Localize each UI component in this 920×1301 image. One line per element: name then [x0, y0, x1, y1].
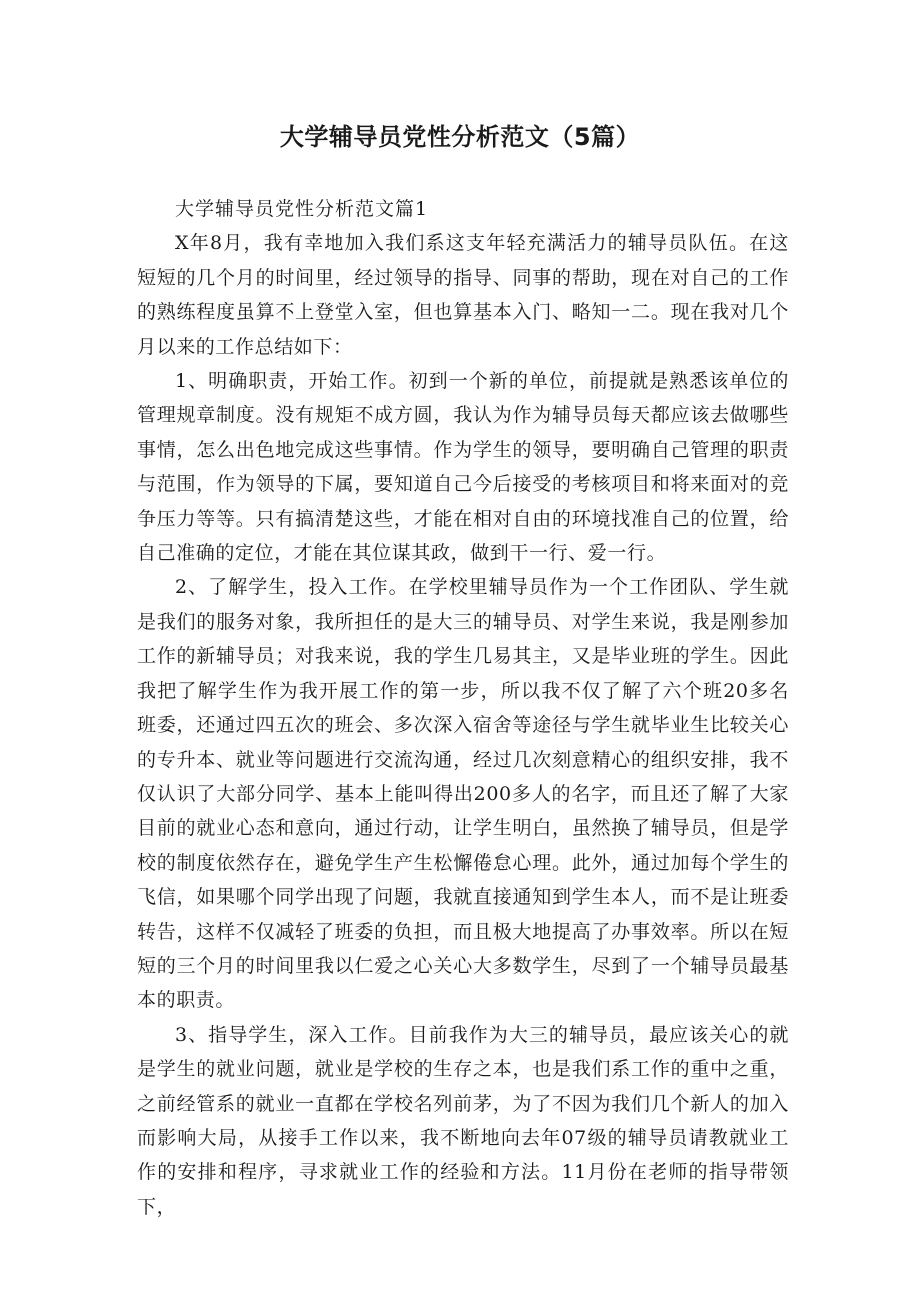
document-body [137, 192, 789, 1224]
paragraph-point-3: 3、指导学生，深入工作。目前我作为大三的辅导员，最应该关心的就是学生的就业问题，就业是学校的生存之本，也是我们系工作的重中之重，之前经管系的就业一直都在学校名列前茅，为了不因为我们几个新人的加入而影响大局，从接手工作以来，我不断地向去年07级的辅导员请教就业工作的安排和程序，寻求就业工作的经验和方法。11月份在老师的指导带领下， [137, 1023, 789, 1218]
paragraph-intro: X年8月，我有幸地加入我们系这支年轻充满活力的辅导员队伍。在这短短的几个月的时间里，经过领导的指导、同事的帮助，现在对自己的工作的熟练程度虽算不上登堂入室，但也算基本入门、略知一二。现在我对几个月以来的工作总结如下： [137, 232, 789, 358]
section-heading: 大学辅导员党性分析范文篇1 [175, 198, 429, 220]
paragraph-point-2: 2、了解学生，投入工作。在学校里辅导员作为一个工作团队、学生就是我们的服务对象，我所担任的是大三的辅导员、对学生来说，我是刚参加工作的新辅导员；对我来说，我的学生几易其主，又是毕业班的学生。因此我把了解学生作为我开展工作的第一步，所以我不仅了解了六个班20多名班委，还通过四五次的班会、多次深入宿舍等途径与学生就毕业生比较关心的专升本、就业等问题进行交流沟通，经过几次刻意精心的组织安排，我不仅认识了大部分同学、基本上能叫得出200多人的名字，而且还了解了大家目前的就业心态和意向，通过行动，让学生明白，虽然换了辅导员，但是学校的制度依然存在，避免学生产生松懈倦怠心理。此外，通过加每个学生的飞信，如果哪个同学出现了问题，我就直接通知到学生本人，而不是让班委转告，这样不仅减轻了班委的负担，而且极大地提高了办事效率。所以在短短的三个月的时间里我以仁爱之心关心大多数学生，尽到了一个辅导员最基本的职责。 [137, 576, 789, 1012]
document-title: 大学辅导员党性分析范文（5篇） [279, 123, 641, 151]
paragraph-point-1: 1、明确职责，开始工作。初到一个新的单位，前提就是熟悉该单位的管理规章制度。没有规矩不成方圆，我认为作为辅导员每天都应该去做哪些事情，怎么出色地完成这些事情。作为学生的领导，要明确自己管理的职责与范围，作为领导的下属，要知道自己今后接受的考核项目和将来面对的竞争压力等等。只有搞清楚这些，才能在相对自由的环境找准自己的位置，给自己准确的定位，才能在其位谋其政，做到干一行、爱一行。 [137, 370, 789, 565]
